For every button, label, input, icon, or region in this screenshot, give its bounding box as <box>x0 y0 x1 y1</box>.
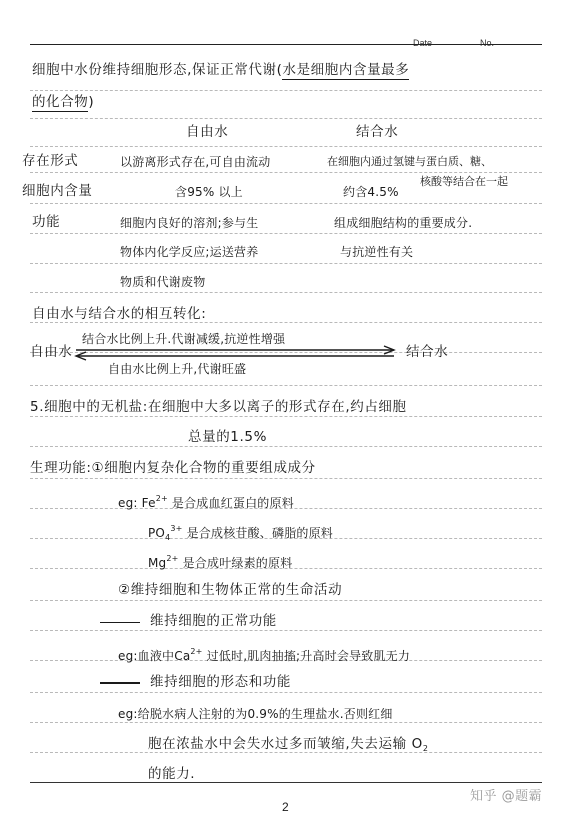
water-role-underlined-2: 的化合物 <box>32 94 89 110</box>
row-label-content: 细胞内含量 <box>22 183 93 199</box>
ruled-line <box>30 385 542 386</box>
example-mg <box>148 551 292 571</box>
water-role-close-paren: ) <box>88 94 95 110</box>
conversion-bottom-label: 自由水比例上升,代谢旺盛 <box>108 362 247 376</box>
example-mg-base: Mg <box>148 556 167 570</box>
row-form-bound-2: 核酸等结合在一起 <box>420 175 508 188</box>
bullet-dash <box>100 622 140 623</box>
example-ca-text: 过低时,肌肉抽搐;升高时会导致肌无力 <box>206 649 411 663</box>
row-label-form: 存在形式 <box>22 153 79 169</box>
page-header <box>0 16 577 46</box>
example-mg-charge: 2+ <box>166 554 179 563</box>
water-role-underlined: 水是细胞内含量最多 <box>282 62 410 78</box>
function-2: ②维持细胞和生物体正常的生命活动 <box>118 582 343 598</box>
function-2b: 维持细胞的形态和功能 <box>150 674 291 690</box>
section-5-line-2: 总量的1.5% <box>188 429 267 445</box>
row-form-bound: 在细胞内通过氢键与蛋白质、糖、 <box>327 155 492 168</box>
example-saline-3: 的能力. <box>148 766 196 782</box>
example-saline-2 <box>148 736 429 757</box>
row-content-free: 含95% 以上 <box>175 185 243 199</box>
ruled-line <box>30 692 542 693</box>
date-label: Date <box>413 38 433 48</box>
example-fe-text: 是合成血红蛋白的原料 <box>171 496 294 510</box>
conversion-title: 自由水与结合水的相互转化: <box>32 306 207 322</box>
water-role-text: 细胞中水份维持细胞形态,保证正常代谢( <box>32 62 283 78</box>
example-po4-base: PO <box>148 526 166 540</box>
row-label-function: 功能 <box>32 214 61 230</box>
example-fe <box>118 491 294 511</box>
example-po4-sub: 4 <box>165 533 171 542</box>
header-rule <box>30 44 542 45</box>
row-func-free-2: 物体内化学反应;运送营养 <box>120 245 259 259</box>
example-ca-prefix: eg:血液中Ca <box>118 649 191 663</box>
example-ca-charge: 2+ <box>190 647 203 656</box>
row-func-free-3: 物质和代谢废物 <box>120 275 206 289</box>
ruled-line <box>30 118 542 119</box>
col-header-free-water: 自由水 <box>186 124 229 140</box>
function-2a: 维持细胞的正常功能 <box>150 613 277 629</box>
ruled-line <box>30 722 542 723</box>
conversion-left-term: 自由水 <box>30 344 73 360</box>
ruled-line <box>30 446 542 447</box>
ruled-line <box>30 416 542 417</box>
row-func-free-1: 细胞内良好的溶剂;参与生 <box>120 216 259 230</box>
ruled-line <box>30 322 542 323</box>
water-role-line <box>32 62 409 78</box>
example-ca <box>118 644 410 664</box>
example-mg-text: 是合成叶绿素的原料 <box>182 556 293 570</box>
row-content-bound: 约含4.5% <box>343 185 399 199</box>
row-func-bound-1: 组成细胞结构的重要成分. <box>334 216 473 230</box>
watermark: 知乎 @题霸 <box>470 789 543 804</box>
example-po4 <box>148 521 333 546</box>
example-po4-text: 是合成核苷酸、磷脂的原料 <box>186 526 334 540</box>
ruled-line <box>30 203 542 204</box>
page-number: 2 <box>282 800 289 814</box>
ruled-line <box>30 630 542 631</box>
example-fe-charge: 2+ <box>155 494 168 503</box>
ruled-line <box>30 146 542 147</box>
example-fe-prefix: eg: Fe <box>118 496 156 510</box>
ruled-line <box>30 90 542 91</box>
example-saline-1: eg:给脱水病人注射的为0.9%的生理盐水.否则红细 <box>118 707 393 721</box>
section-5-line-1: 5.细胞中的无机盐:在细胞中大多以离子的形式存在,约占细胞 <box>30 399 407 415</box>
footer-rule <box>30 782 542 783</box>
ruled-line <box>30 292 542 293</box>
example-saline-2-text: 胞在浓盐水中会失水过多而皱缩,失去运输 O <box>148 736 423 752</box>
physiological-function-line: 生理功能:①细胞内复杂化合物的重要组成成分 <box>30 460 316 476</box>
bullet-dash <box>100 682 140 684</box>
ruled-line <box>30 172 542 173</box>
ruled-line <box>30 233 542 234</box>
ruled-line <box>30 600 542 601</box>
example-saline-2-sub: 2 <box>422 744 429 753</box>
no-label: No. <box>480 38 495 48</box>
ruled-line <box>30 478 542 479</box>
conversion-top-label: 结合水比例上升.代谢减缓,抗逆性增强 <box>82 332 286 346</box>
col-header-bound-water: 结合水 <box>356 124 399 140</box>
example-po4-charge: 3+ <box>170 524 183 533</box>
ruled-line <box>30 263 542 264</box>
row-func-bound-2: 与抗逆性有关 <box>340 245 414 259</box>
water-role-line-2 <box>32 94 94 110</box>
row-form-free: 以游离形式存在,可自由流动 <box>120 155 271 169</box>
conversion-right-term: 结合水 <box>406 344 449 360</box>
